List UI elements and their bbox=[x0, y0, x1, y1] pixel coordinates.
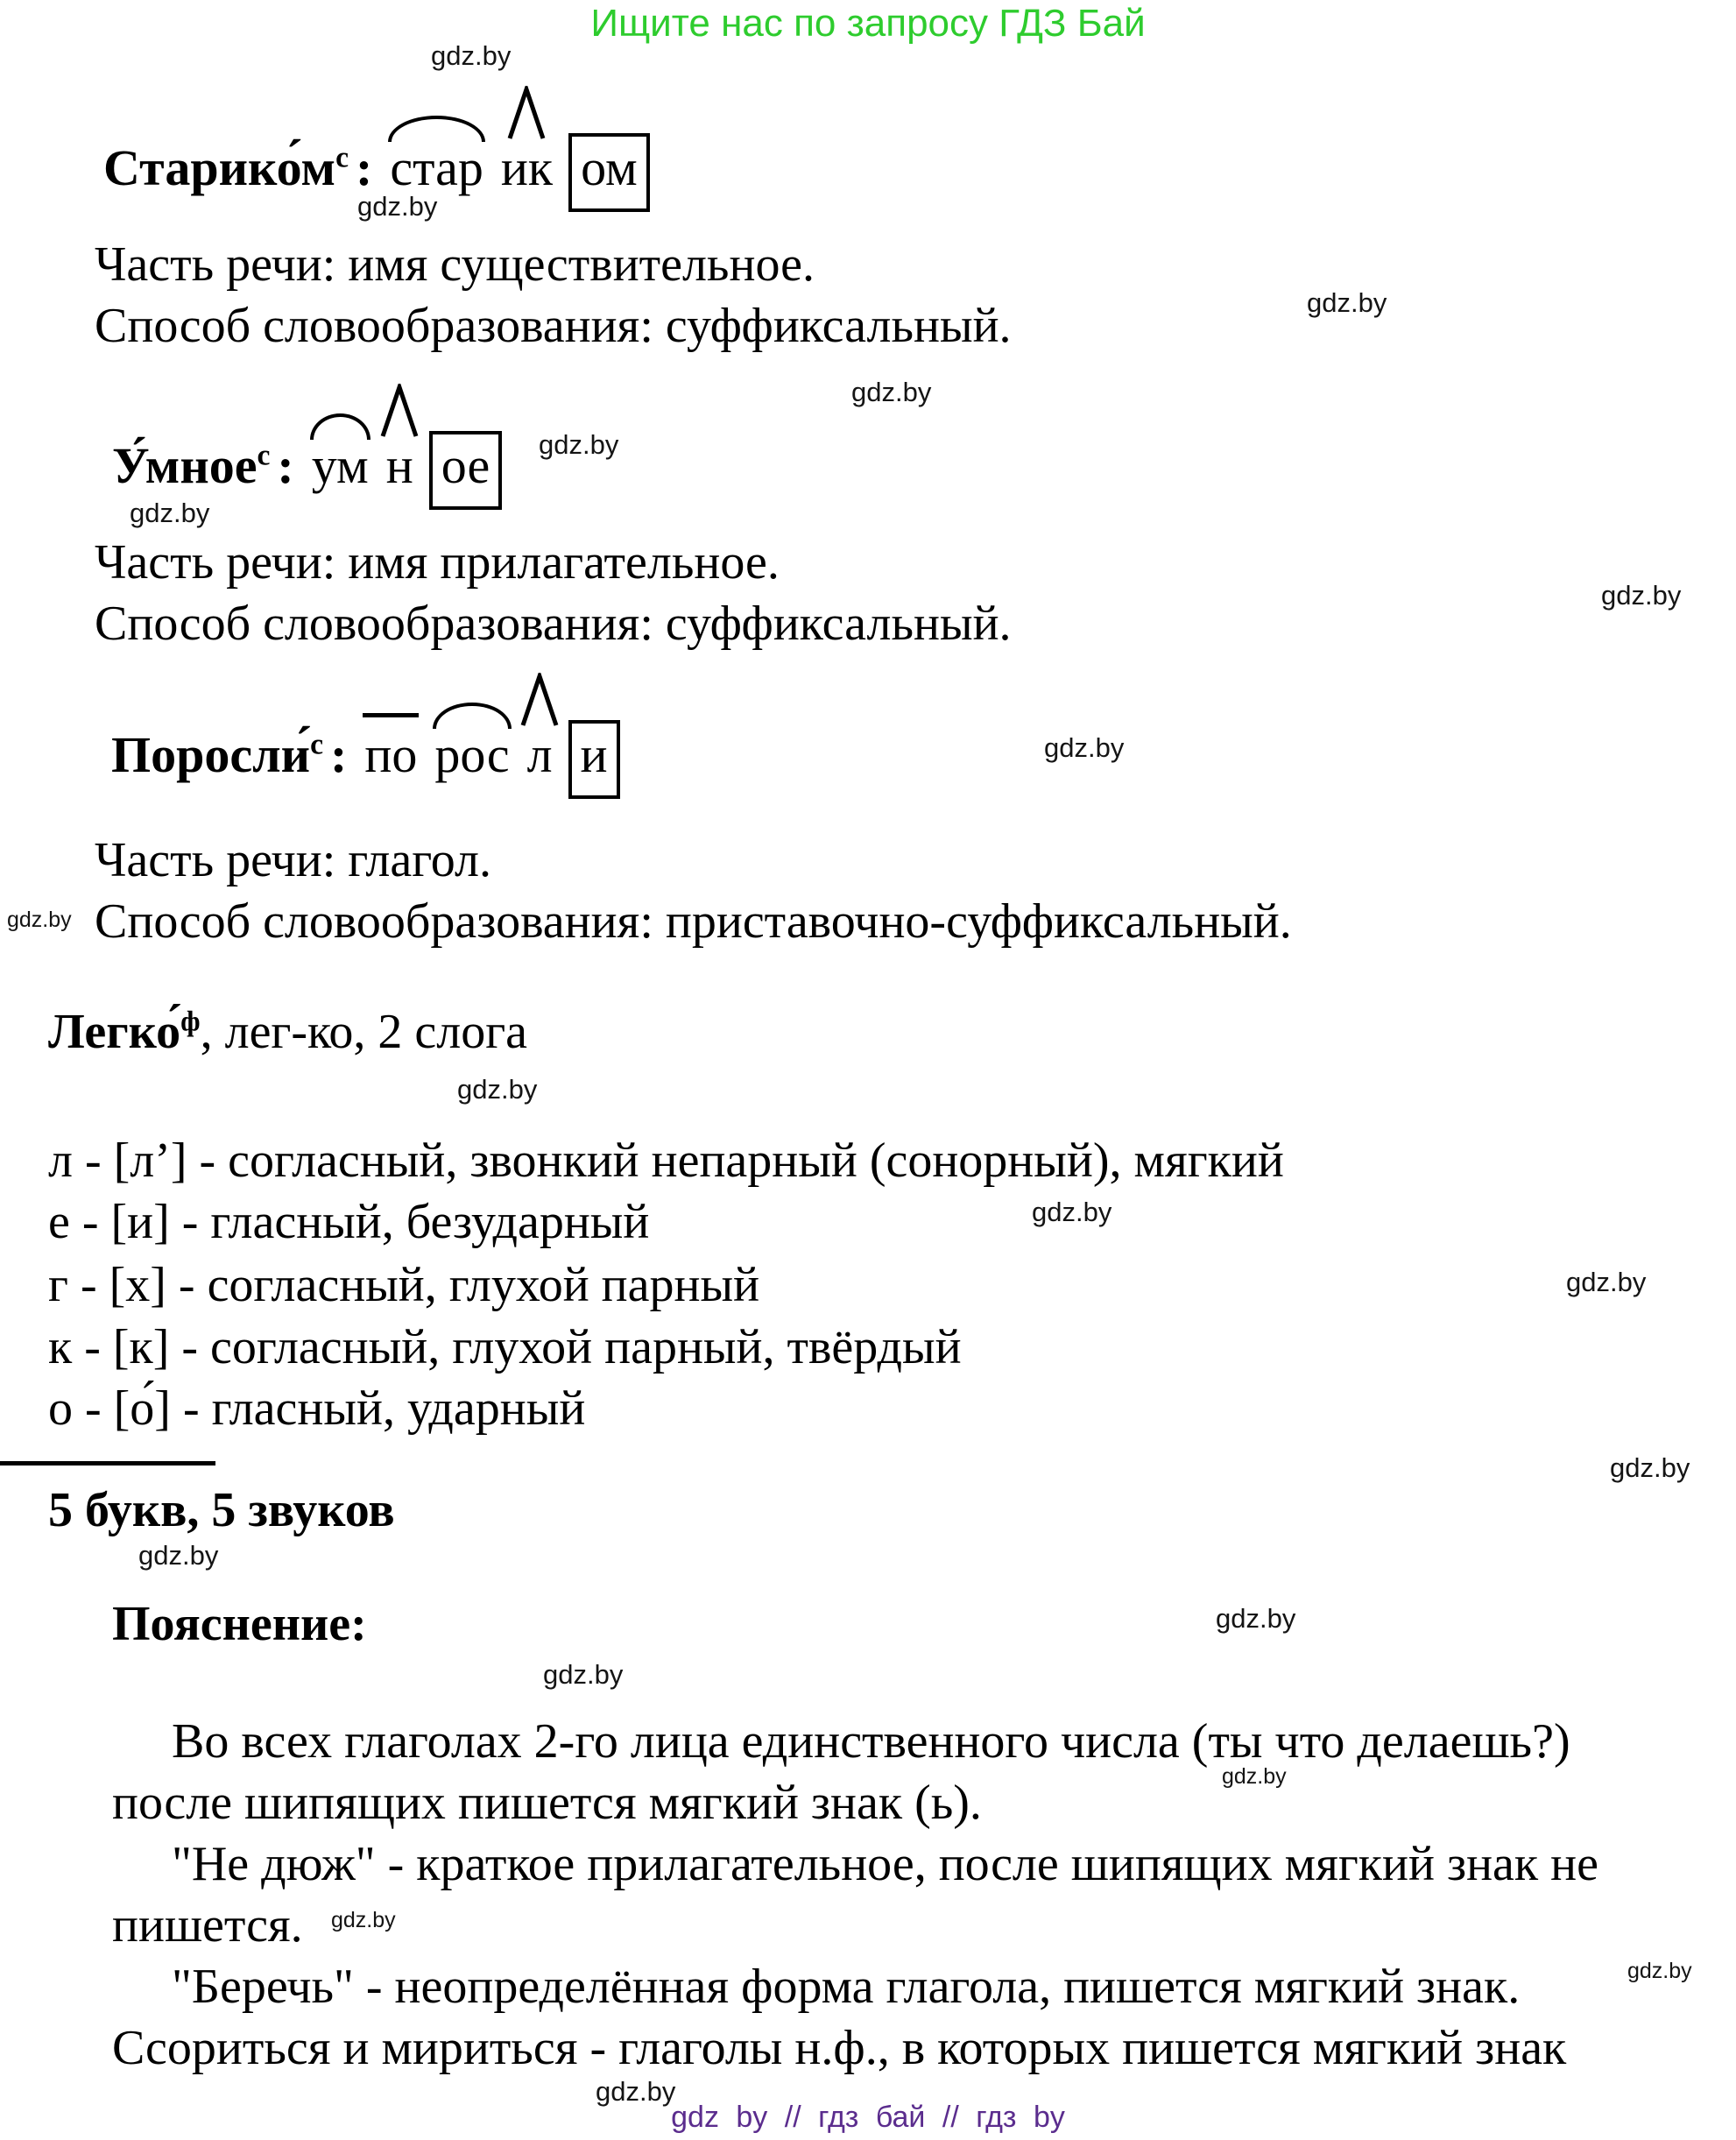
word-analysis-porosli bbox=[111, 720, 620, 799]
morpheme-ending bbox=[429, 431, 502, 510]
formation-line: Способ словообразования: суффиксальный. bbox=[95, 299, 1012, 353]
morpheme-text: ое bbox=[441, 437, 490, 494]
morpheme-text: н bbox=[385, 437, 413, 494]
formation-line: Способ словообразования: приставочно-суффиксальный. bbox=[95, 894, 1292, 949]
phonetic-line: к - [к] - согласный, глухой парный, твёрдый bbox=[48, 1320, 962, 1374]
explanation-paragraph-line: после шипящих пишется мягкий знак (ь). bbox=[112, 1776, 982, 1830]
morpheme-text: ум bbox=[311, 437, 369, 494]
analyzed-word bbox=[112, 438, 270, 494]
gdz-watermark: gdz.by bbox=[1566, 1267, 1647, 1297]
suffix-caret-icon bbox=[379, 384, 420, 438]
phonetic-line: е - [и] - гласный, безударный bbox=[48, 1195, 650, 1249]
gdz-watermark: gdz.by bbox=[1216, 1603, 1296, 1634]
analyzed-word bbox=[111, 727, 323, 783]
gdz-watermark: gdz.by bbox=[1601, 580, 1682, 611]
morpheme-ending bbox=[568, 133, 650, 212]
gdz-watermark: gdz.by bbox=[1032, 1197, 1112, 1227]
letters-sounds-total: 5 букв, 5 звуков bbox=[48, 1483, 395, 1537]
part-of-speech-line: Часть речи: имя существительное. bbox=[95, 237, 815, 292]
footer-sitelinks: gdz by // гдз бай // гдз by bbox=[671, 2101, 1065, 2134]
morpheme-prefix bbox=[364, 727, 417, 783]
morpheme-text: и bbox=[580, 726, 608, 783]
word-text: Старико́м bbox=[103, 139, 336, 196]
explanation-paragraph-line: пишется. bbox=[112, 1898, 303, 1953]
formation-line: Способ словообразования: суффиксальный. bbox=[95, 597, 1012, 651]
analyzed-word bbox=[103, 140, 349, 196]
separator-colon: : bbox=[356, 139, 373, 196]
gdz-watermark: gdz.by bbox=[539, 429, 619, 460]
morpheme-suffix bbox=[501, 140, 553, 196]
phonetic-headline bbox=[48, 1006, 527, 1060]
morpheme-root bbox=[434, 727, 509, 783]
gdz-watermark: gdz.by bbox=[130, 498, 210, 528]
gdz-watermark: gdz.by bbox=[1307, 287, 1387, 318]
gdz-watermark: gdz.by bbox=[1222, 1764, 1287, 1789]
promo-banner: Ищите нас по запросу ГДЗ Бай bbox=[590, 2, 1146, 45]
analysis-index-mark: с bbox=[257, 439, 271, 472]
syllable-breakdown: , лег-ко, 2 слога bbox=[200, 1005, 528, 1059]
morpheme-text: по bbox=[364, 726, 418, 783]
explanation-paragraph-line: Ссориться и мириться - глаголы н.ф., в которых пишется мягкий знак bbox=[112, 2021, 1567, 2075]
analysis-index-mark: ф bbox=[180, 1006, 201, 1038]
phonetic-line: г - [х] - согласный, глухой парный bbox=[48, 1258, 760, 1312]
phonetic-line: о - [о́] - гласный, ударный bbox=[48, 1381, 586, 1436]
morpheme-root bbox=[390, 140, 483, 196]
morpheme-text: ик bbox=[500, 139, 554, 196]
explanation-paragraph-line: "Беречь" - неопределённая форма глагола, пишется мягкий знак. bbox=[172, 1960, 1521, 2014]
explanation-paragraph-line: Во всех глаголах 2-го лица единственного числа (ты что делаешь?) bbox=[172, 1714, 1570, 1769]
gdz-watermark: gdz.by bbox=[7, 908, 72, 932]
morpheme-text: рос bbox=[434, 726, 510, 783]
gdz-watermark: gdz.by bbox=[331, 1908, 396, 1932]
part-of-speech-line: Часть речи: имя прилагательное. bbox=[95, 535, 780, 590]
morpheme-text: л bbox=[526, 726, 553, 783]
gdz-watermark: gdz.by bbox=[1627, 1959, 1692, 1983]
gdz-watermark: gdz.by bbox=[543, 1659, 624, 1690]
morpheme-suffix bbox=[527, 727, 553, 783]
morpheme-root bbox=[312, 438, 369, 494]
gdz-watermark: gdz.by bbox=[1610, 1452, 1690, 1483]
morpheme-text: ом bbox=[581, 139, 638, 196]
gdz-watermark: gdz.by bbox=[851, 377, 932, 407]
suffix-caret-icon bbox=[506, 86, 547, 140]
explanation-heading: Пояснение: bbox=[112, 1597, 367, 1651]
gdz-watermark: gdz.by bbox=[357, 191, 438, 222]
morpheme-suffix bbox=[386, 438, 413, 494]
word-analysis-umnoe bbox=[112, 431, 502, 510]
word-text: У́мное bbox=[112, 437, 258, 494]
gdz-watermark: gdz.by bbox=[457, 1074, 538, 1105]
phonetic-headword: Легко́$^ф$ bbox=[48, 1005, 201, 1059]
word-text: Поросли́ bbox=[111, 726, 311, 783]
separator-colon: : bbox=[277, 437, 294, 494]
suffix-caret-icon bbox=[519, 673, 560, 727]
divider-rule bbox=[0, 1461, 215, 1466]
word-analysis-starikom bbox=[103, 133, 650, 212]
gdz-watermark: gdz.by bbox=[1044, 732, 1125, 763]
gdz-watermark: gdz.by bbox=[596, 2076, 676, 2107]
separator-colon: : bbox=[330, 726, 348, 783]
analysis-index-mark: с bbox=[335, 141, 349, 174]
explanation-paragraph-line: "Не дюж" - краткое прилагательное, после шипящих мягкий знак не bbox=[172, 1837, 1598, 1891]
gdz-watermark: gdz.by bbox=[431, 40, 512, 71]
morpheme-text: стар bbox=[390, 139, 483, 196]
gdz-watermark: gdz.by bbox=[138, 1540, 219, 1571]
part-of-speech-line: Часть речи: глагол. bbox=[95, 833, 491, 887]
analysis-index-mark: с bbox=[310, 728, 324, 761]
morpheme-ending bbox=[568, 720, 620, 799]
phonetic-line: л - [л’] - согласный, звонкий непарный (сонорный), мягкий bbox=[48, 1134, 1284, 1188]
